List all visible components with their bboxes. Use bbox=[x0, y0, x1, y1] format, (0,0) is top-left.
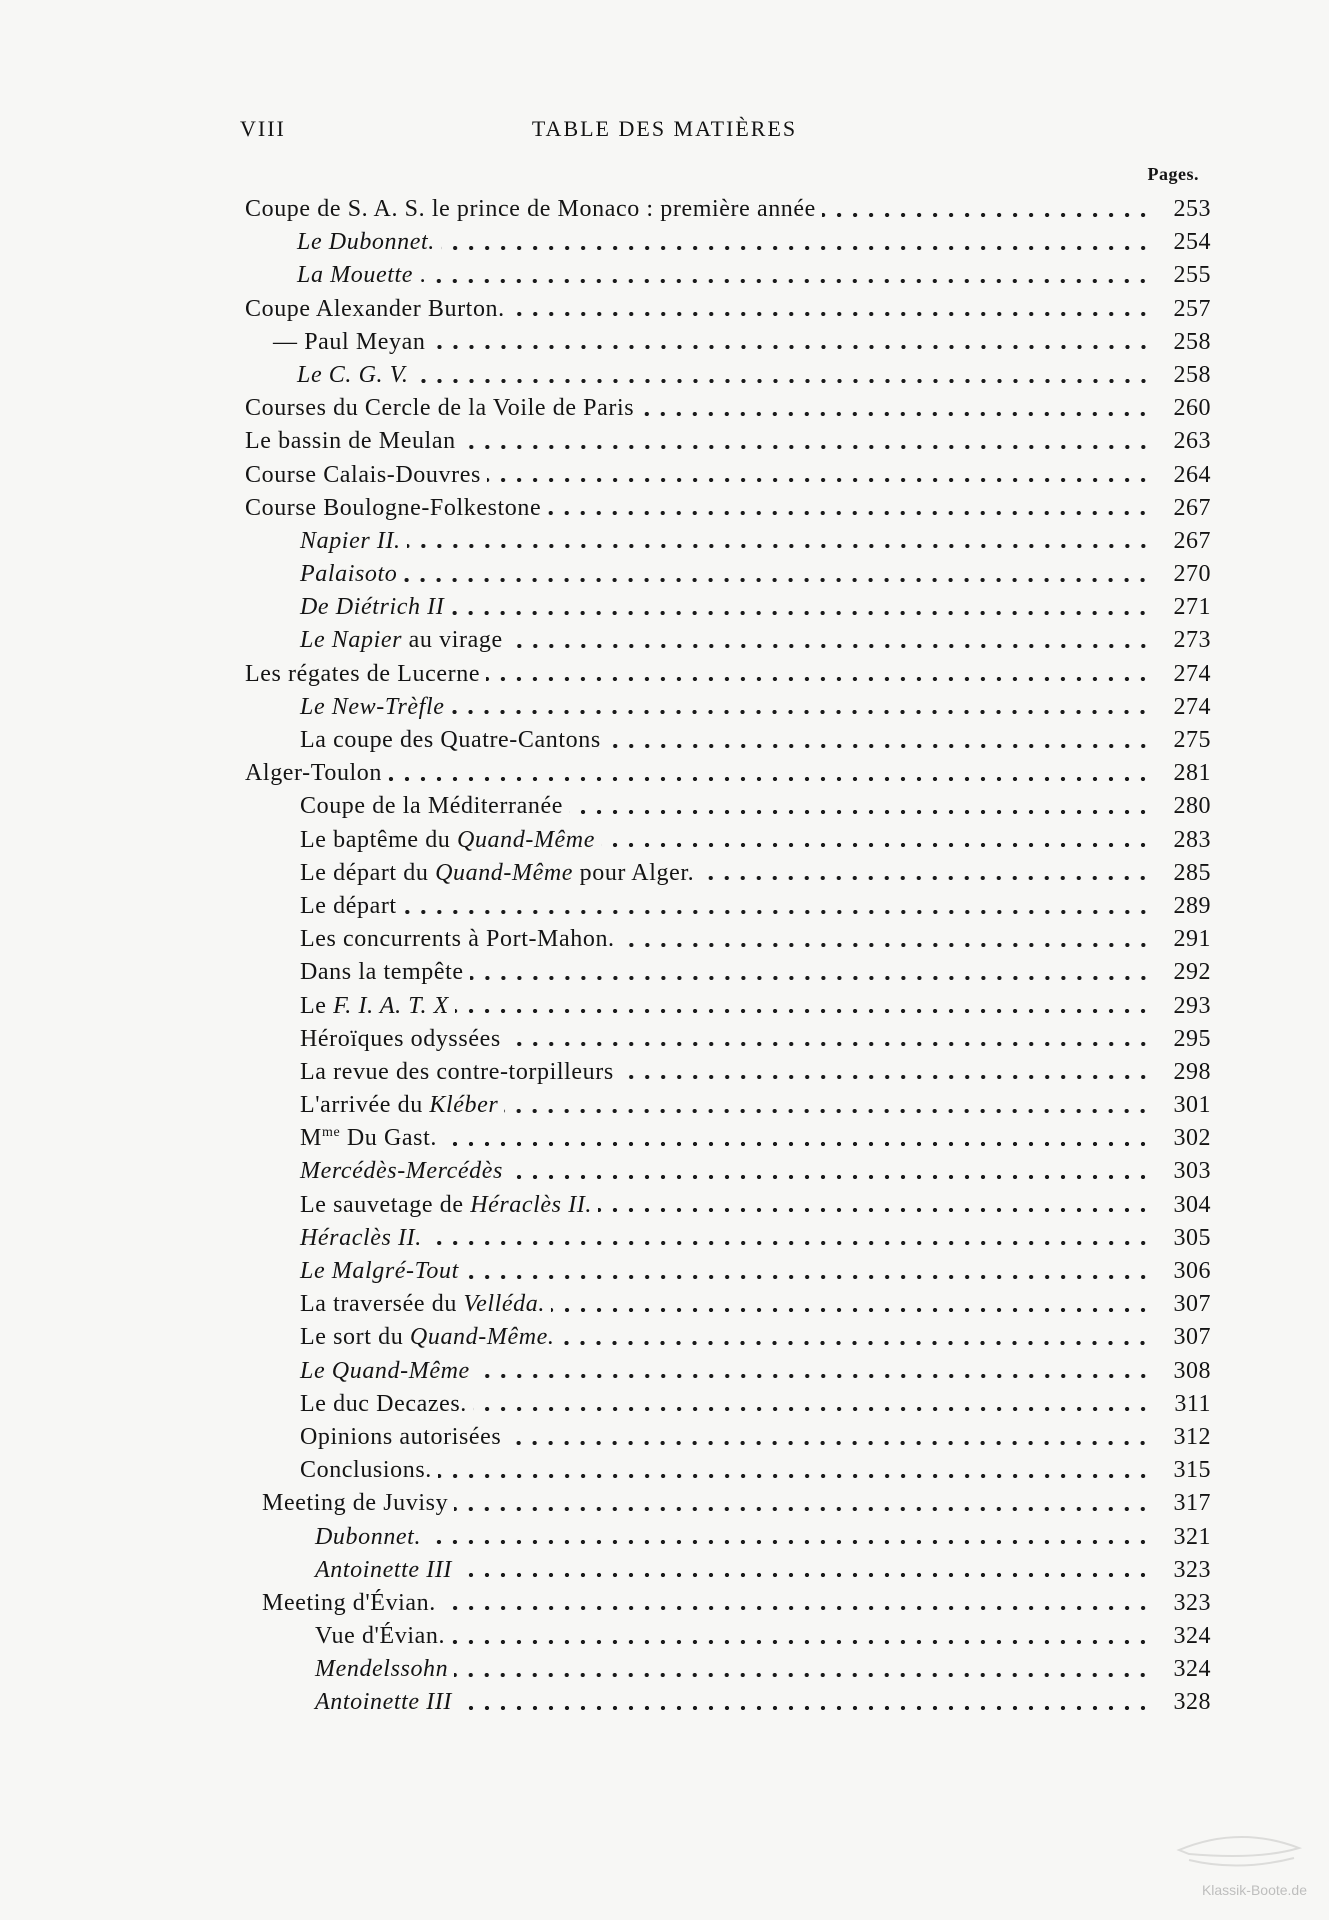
toc-entry-title bbox=[300, 790, 569, 823]
table-of-contents bbox=[0, 193, 1329, 1720]
toc-entry-title-part: Dubonnet. bbox=[315, 1523, 422, 1550]
dot-leader bbox=[601, 843, 1151, 847]
toc-entry bbox=[0, 326, 1329, 359]
toc-entry bbox=[0, 1288, 1329, 1321]
toc-entry-title bbox=[262, 1587, 442, 1620]
toc-page-number: 253 bbox=[1173, 196, 1211, 222]
toc-entry bbox=[0, 1222, 1329, 1255]
toc-entry-title-part: Le Napier bbox=[300, 627, 403, 654]
toc-entry-title-part: Coupe de la Méditerranée bbox=[300, 793, 563, 820]
dot-leader bbox=[621, 943, 1151, 947]
toc-entry bbox=[0, 1554, 1329, 1587]
toc-entry-title bbox=[300, 1421, 507, 1454]
toc-page-number: 267 bbox=[1173, 527, 1211, 554]
toc-page-number: 273 bbox=[1173, 627, 1211, 654]
toc-entry-title-part: Course Calais-Douvres bbox=[245, 461, 481, 488]
toc-entry-title-part: Antoinette III bbox=[315, 1556, 453, 1583]
toc-entry-title-part: Héraclès II. bbox=[470, 1191, 593, 1218]
toc-page-number: 291 bbox=[1173, 926, 1211, 953]
toc-entry-title bbox=[300, 824, 601, 857]
toc-entry-title-part: Coupe de S. A. S. le prince de Monaco : première année bbox=[245, 196, 816, 222]
toc-entry-title-part: Héraclès II. bbox=[300, 1224, 422, 1251]
toc-entry-title bbox=[300, 1155, 509, 1188]
toc-entry bbox=[0, 425, 1329, 458]
dot-leader bbox=[458, 1706, 1151, 1710]
toc-page-number: 258 bbox=[1173, 328, 1211, 355]
toc-page-number: 308 bbox=[1173, 1357, 1211, 1384]
toc-entry-title-part: Alger-Toulon bbox=[245, 760, 383, 787]
toc-entry-title-part: Le duc Decazes. bbox=[300, 1390, 467, 1417]
toc-entry bbox=[0, 1023, 1329, 1056]
toc-entry bbox=[0, 1155, 1329, 1188]
toc-entry bbox=[0, 492, 1329, 525]
page-folio: VIII bbox=[240, 116, 286, 141]
toc-entry-title bbox=[300, 1189, 598, 1222]
toc-entry-title bbox=[300, 1355, 476, 1388]
toc-entry bbox=[0, 956, 1329, 989]
toc-page-number: 258 bbox=[1173, 361, 1211, 388]
toc-entry-title-part: Le C. G. V. bbox=[297, 361, 409, 388]
toc-entry-title bbox=[300, 624, 509, 657]
toc-entry bbox=[0, 1122, 1329, 1155]
toc-entry bbox=[0, 790, 1329, 823]
toc-entry bbox=[0, 1255, 1329, 1288]
toc-entry-title-part: Opinions autorisées bbox=[300, 1423, 502, 1450]
dot-leader bbox=[607, 744, 1151, 748]
toc-entry-title bbox=[315, 1554, 458, 1587]
toc-entry-title-part: F. I. A. T. X bbox=[333, 992, 449, 1019]
toc-entry-title bbox=[245, 757, 388, 790]
toc-entry bbox=[0, 1355, 1329, 1388]
toc-entry-title bbox=[300, 1056, 620, 1089]
toc-page-number: 274 bbox=[1173, 693, 1211, 720]
toc-entry bbox=[0, 624, 1329, 657]
toc-entry bbox=[0, 1454, 1329, 1487]
toc-entry-title-part: Quand-Même bbox=[435, 859, 574, 886]
toc-entry bbox=[0, 1620, 1329, 1653]
toc-entry-title bbox=[300, 1222, 428, 1255]
dot-leader bbox=[454, 1507, 1151, 1511]
toc-entry-title-part: L'arrivée du bbox=[300, 1092, 430, 1119]
toc-entry-title-part: Le sauvetage de bbox=[300, 1191, 471, 1218]
toc-page-number: 307 bbox=[1173, 1324, 1211, 1351]
toc-entry-title bbox=[315, 1653, 454, 1686]
toc-entry-title-part: La revue des contre-torpilleurs bbox=[300, 1058, 614, 1085]
toc-page-number: 254 bbox=[1173, 229, 1211, 256]
toc-entry-title bbox=[245, 492, 547, 525]
toc-page-number: 280 bbox=[1173, 793, 1211, 820]
toc-entry-title-part: Les régates de Lucerne bbox=[245, 660, 481, 687]
toc-entry-title bbox=[300, 691, 450, 724]
watermark-text: Klassik-Boote.de bbox=[1201, 1882, 1307, 1898]
toc-entry bbox=[0, 724, 1329, 757]
dot-leader bbox=[462, 445, 1151, 449]
toc-entry bbox=[0, 392, 1329, 425]
toc-entry-title bbox=[245, 193, 822, 226]
toc-entry-title bbox=[300, 1023, 507, 1056]
toc-entry-title-part: Conclusions. bbox=[300, 1457, 432, 1484]
dot-leader bbox=[470, 976, 1151, 980]
toc-entry-title bbox=[315, 1620, 451, 1653]
toc-entry-title bbox=[245, 658, 486, 691]
dot-leader bbox=[700, 876, 1151, 880]
toc-entry bbox=[0, 990, 1329, 1023]
dot-leader bbox=[822, 213, 1151, 217]
dot-leader bbox=[438, 1474, 1151, 1478]
toc-page-number: 307 bbox=[1173, 1291, 1211, 1318]
dot-leader bbox=[451, 1640, 1151, 1644]
toc-entry bbox=[0, 890, 1329, 923]
toc-entry-title-part: Vue d'Évian. bbox=[315, 1623, 446, 1650]
dot-leader bbox=[487, 478, 1151, 482]
toc-page-number: 281 bbox=[1173, 760, 1211, 787]
toc-entry bbox=[0, 359, 1329, 392]
dot-leader bbox=[454, 1673, 1151, 1677]
dot-leader bbox=[403, 910, 1151, 914]
toc-entry-title-part: Le bbox=[300, 992, 334, 1019]
watermark-boat-logo bbox=[1169, 1820, 1309, 1880]
toc-page-number: 275 bbox=[1173, 727, 1211, 753]
dot-leader bbox=[388, 777, 1151, 781]
toc-entry-title bbox=[300, 890, 403, 923]
dot-leader bbox=[465, 1275, 1151, 1279]
toc-entry bbox=[0, 1189, 1329, 1222]
toc-entry-title-part: au virage bbox=[402, 627, 503, 654]
toc-entry-title-part: . bbox=[412, 262, 427, 289]
toc-page-number: 260 bbox=[1173, 395, 1211, 422]
toc-page-number: 328 bbox=[1173, 1689, 1211, 1716]
toc-entry-title bbox=[297, 226, 441, 259]
toc-page-number: 323 bbox=[1173, 1556, 1211, 1583]
toc-entry-title bbox=[300, 591, 450, 624]
dot-leader bbox=[509, 1175, 1151, 1179]
pages-column-label: Pages. bbox=[1147, 164, 1199, 184]
toc-entry bbox=[0, 226, 1329, 259]
toc-entry-title bbox=[297, 359, 415, 392]
toc-entry-title-part: Du Gast. bbox=[340, 1125, 437, 1152]
toc-page-number: 267 bbox=[1173, 494, 1211, 521]
toc-page-number: 271 bbox=[1173, 594, 1211, 621]
toc-page-number: 323 bbox=[1173, 1589, 1211, 1616]
toc-entry-title bbox=[300, 1089, 504, 1122]
toc-entry-title-part: Velléda. bbox=[463, 1291, 545, 1318]
toc-page-number: 270 bbox=[1173, 561, 1211, 588]
toc-page-number: 283 bbox=[1173, 826, 1211, 853]
toc-entry-title bbox=[300, 1122, 443, 1155]
toc-entry bbox=[0, 1321, 1329, 1354]
dot-leader bbox=[443, 1142, 1151, 1146]
toc-page-number: 295 bbox=[1173, 1025, 1211, 1052]
dot-leader bbox=[432, 279, 1151, 283]
toc-entry bbox=[0, 293, 1329, 326]
toc-entry-title-part: Le Malgré-Tout bbox=[300, 1258, 459, 1284]
toc-entry-title-part: Napier II. bbox=[300, 527, 401, 554]
toc-page-number: 324 bbox=[1173, 1623, 1211, 1650]
dot-leader bbox=[547, 511, 1151, 515]
dot-leader bbox=[476, 1374, 1151, 1378]
toc-entry-title-part: pour Alger. bbox=[573, 859, 695, 886]
toc-entry-title-part: Mercédès-Mercédès bbox=[300, 1158, 503, 1185]
toc-entry bbox=[0, 691, 1329, 724]
dot-leader bbox=[507, 1441, 1151, 1445]
toc-entry bbox=[0, 857, 1329, 890]
dot-leader bbox=[569, 810, 1151, 814]
toc-entry-title bbox=[245, 459, 487, 492]
dot-leader bbox=[504, 1109, 1151, 1113]
toc-page-number: 302 bbox=[1173, 1125, 1211, 1152]
toc-entry-title-part: Meeting d'Évian. bbox=[262, 1589, 436, 1616]
toc-entry-title-part: La traversée du bbox=[300, 1291, 464, 1318]
toc-entry-title bbox=[245, 425, 462, 458]
toc-entry-title bbox=[300, 1388, 473, 1421]
toc-entry-title-part: Le départ bbox=[300, 892, 397, 919]
toc-entry-title-part: Meeting de Juvisy bbox=[262, 1490, 449, 1517]
toc-entry bbox=[0, 1686, 1329, 1719]
toc-page-number: 274 bbox=[1173, 660, 1211, 687]
dot-leader bbox=[450, 611, 1151, 615]
toc-entry-title-part: Le sort du bbox=[300, 1324, 410, 1351]
toc-entry bbox=[0, 1089, 1329, 1122]
dot-leader bbox=[640, 412, 1151, 416]
toc-entry bbox=[0, 757, 1329, 790]
toc-entry bbox=[0, 1421, 1329, 1454]
toc-entry-title bbox=[315, 1686, 458, 1719]
toc-entry-title bbox=[300, 923, 621, 956]
toc-entry bbox=[0, 591, 1329, 624]
toc-entry-title-part: — Paul Meyan bbox=[273, 328, 426, 355]
toc-entry-title-part: Courses du Cercle de la Voile de Paris bbox=[245, 395, 635, 422]
toc-page-number: 324 bbox=[1173, 1656, 1211, 1683]
running-title: TABLE DES MATIÈRES bbox=[531, 116, 798, 141]
toc-entry-title-part: Course Boulogne-Folkestone bbox=[245, 494, 542, 521]
toc-entry bbox=[0, 1521, 1329, 1554]
toc-entry-title bbox=[300, 1321, 560, 1354]
toc-page-number: 311 bbox=[1174, 1390, 1211, 1417]
dot-leader bbox=[486, 677, 1151, 681]
dot-leader bbox=[428, 1241, 1151, 1245]
toc-page-number: 285 bbox=[1173, 859, 1211, 886]
toc-page-number: 298 bbox=[1173, 1058, 1211, 1085]
toc-page-number: 255 bbox=[1173, 262, 1211, 289]
toc-entry bbox=[0, 1587, 1329, 1620]
toc-entry-title-part: Dans la tempête bbox=[300, 959, 464, 986]
toc-entry-title-part: Héroïques odyssées bbox=[300, 1025, 501, 1052]
toc-entry-title-part: Palaisoto bbox=[300, 561, 398, 588]
toc-page-number: 301 bbox=[1173, 1092, 1211, 1119]
dot-leader bbox=[407, 544, 1151, 548]
toc-page-number: 305 bbox=[1173, 1224, 1211, 1251]
toc-page-number: 315 bbox=[1173, 1457, 1211, 1484]
toc-entry bbox=[0, 558, 1329, 591]
toc-page-number: 312 bbox=[1173, 1423, 1211, 1450]
toc-page-number: 321 bbox=[1173, 1523, 1211, 1550]
dot-leader bbox=[415, 379, 1151, 383]
toc-entry bbox=[0, 923, 1329, 956]
toc-page-number: 306 bbox=[1173, 1258, 1211, 1284]
dot-leader bbox=[560, 1341, 1151, 1345]
toc-entry-title bbox=[262, 1487, 454, 1520]
toc-page-number: 292 bbox=[1173, 959, 1211, 986]
page-header bbox=[0, 112, 1329, 152]
toc-page-number: 289 bbox=[1173, 892, 1211, 919]
toc-entry-title-part: me bbox=[321, 1125, 341, 1141]
toc-entry bbox=[0, 459, 1329, 492]
toc-entry bbox=[0, 525, 1329, 558]
toc-entry-title-part: Mendelssohn bbox=[315, 1656, 449, 1683]
toc-entry bbox=[0, 193, 1329, 226]
toc-entry-title-part: La coupe des Quatre-Cantons bbox=[300, 727, 601, 753]
dot-leader bbox=[442, 1606, 1151, 1610]
toc-entry bbox=[0, 1487, 1329, 1520]
dot-leader bbox=[403, 578, 1151, 582]
toc-page-number: 264 bbox=[1173, 461, 1211, 488]
toc-entry-title-part: Kléber bbox=[429, 1092, 499, 1119]
toc-entry-title-part: Les concurrents à Port-Mahon. bbox=[300, 926, 615, 953]
toc-entry-title-part: Le Quand-Même bbox=[300, 1357, 470, 1384]
toc-entry bbox=[0, 824, 1329, 857]
dot-leader bbox=[509, 644, 1151, 648]
toc-entry-title bbox=[300, 956, 470, 989]
toc-page-number: 257 bbox=[1173, 295, 1211, 322]
toc-page-number: 317 bbox=[1173, 1490, 1211, 1517]
toc-entry-title-part: Le Dubonnet. bbox=[297, 229, 435, 256]
dot-leader bbox=[450, 710, 1151, 714]
dot-leader bbox=[598, 1208, 1151, 1212]
toc-entry-title bbox=[300, 1288, 551, 1321]
toc-entry-title-part: M bbox=[300, 1125, 322, 1152]
toc-page-number: 263 bbox=[1173, 428, 1211, 455]
dot-leader bbox=[620, 1075, 1151, 1079]
toc-entry-title bbox=[273, 326, 432, 359]
toc-entry-title bbox=[300, 857, 700, 890]
dot-leader bbox=[551, 1308, 1151, 1312]
toc-entry-title-part: Quand-Même bbox=[457, 826, 595, 853]
dot-leader bbox=[427, 1540, 1151, 1544]
toc-entry bbox=[0, 259, 1329, 292]
toc-entry-title-part: Coupe Alexander Burton. bbox=[245, 295, 505, 322]
dot-leader bbox=[432, 345, 1151, 349]
toc-entry bbox=[0, 1653, 1329, 1686]
toc-entry-title-part: Antoinette III bbox=[315, 1689, 453, 1716]
toc-entry-title bbox=[245, 293, 511, 326]
toc-entry-title-part: Le bassin de Meulan bbox=[245, 428, 456, 455]
toc-entry bbox=[0, 1388, 1329, 1421]
dot-leader bbox=[441, 246, 1151, 250]
toc-entry-title bbox=[300, 724, 607, 757]
dot-leader bbox=[507, 1042, 1151, 1046]
toc-entry-title-part: Le départ du bbox=[300, 859, 436, 886]
toc-entry-title bbox=[315, 1521, 427, 1554]
toc-entry-title-part: Le New-Trèfle bbox=[300, 693, 445, 720]
toc-entry-title bbox=[300, 1255, 465, 1288]
toc-page-number: 304 bbox=[1173, 1191, 1211, 1218]
dot-leader bbox=[455, 1009, 1151, 1013]
toc-entry-title-part: De Diétrich II bbox=[300, 594, 445, 621]
toc-entry-title bbox=[297, 259, 432, 292]
toc-entry-title-part: Le baptême du bbox=[300, 826, 458, 853]
toc-entry-title-part: Quand-Même. bbox=[409, 1324, 555, 1351]
toc-entry-title-part: La Mouette bbox=[297, 262, 413, 289]
toc-entry-title bbox=[300, 558, 403, 591]
toc-entry bbox=[0, 1056, 1329, 1089]
dot-leader bbox=[511, 312, 1151, 316]
toc-page-number: 303 bbox=[1173, 1158, 1211, 1185]
toc-page-number: 293 bbox=[1173, 992, 1211, 1019]
dot-leader bbox=[473, 1407, 1151, 1411]
toc-entry-title bbox=[300, 1454, 438, 1487]
dot-leader bbox=[458, 1573, 1151, 1577]
toc-entry-title bbox=[245, 392, 640, 425]
toc-entry-title bbox=[300, 990, 455, 1023]
toc-entry bbox=[0, 658, 1329, 691]
toc-entry-title bbox=[300, 525, 407, 558]
